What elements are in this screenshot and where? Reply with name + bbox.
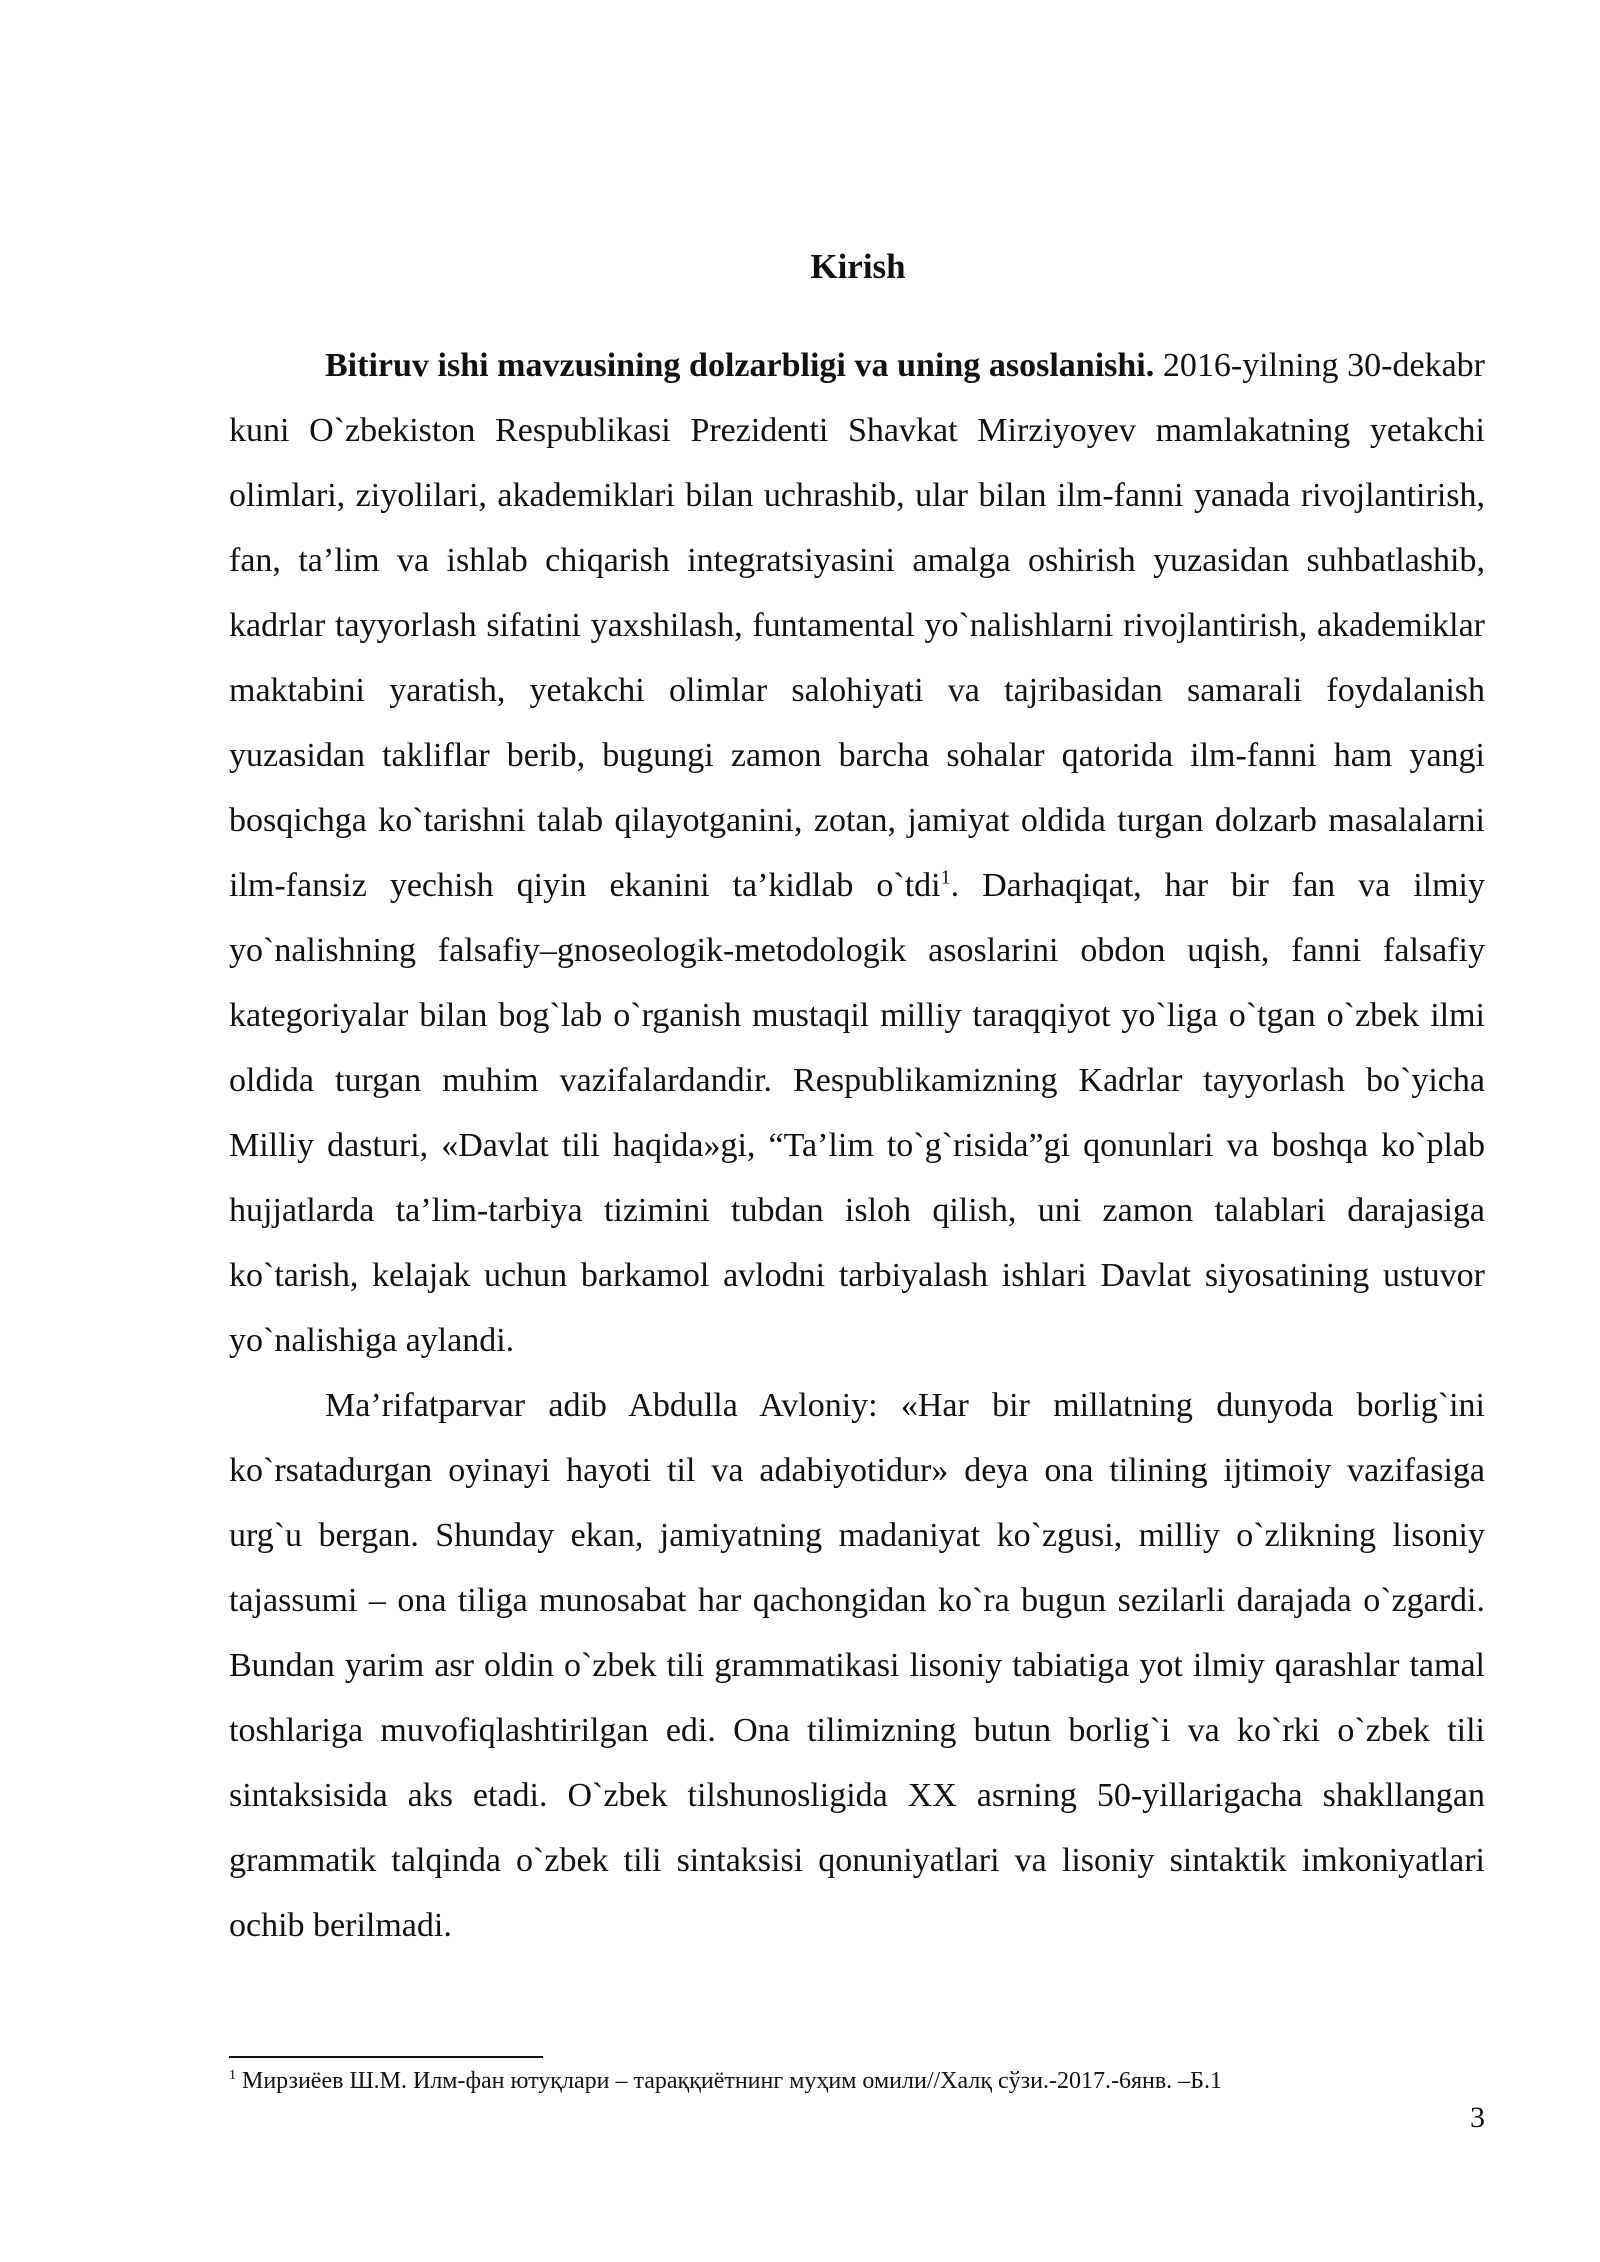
paragraph-1-lead: Bitiruv ishi mavzusining dolzarbligi va uning asoslanishi. xyxy=(325,347,1155,384)
footnote-marker: 1 xyxy=(229,2068,236,2083)
paragraph-1-text-a: 2016-yilning 30-dekabr kuni O`zbekiston Respublikasi Prezidenti Shavkat Mirziyoyev mamlakatning yetakchi olimlari, ziyolilari, akademiklari bilan uchrashib, ular bilan ilm-fanni yanada rivojlantirish, fan, ta’lim va ishlab chiqarish integratsiyasini amalga oshirish yuzasidan suhbatlashib, kadrlar tayyorlash sifatini yaxshilash, funtamental yo`nalishlarni rivojlantirish, akademiklar maktabini yaratish, yetakchi olimlar salohiyati va tajribasidan samarali foydalanish yuzasidan takliflar berib, bugungi zamon barcha sohalar qatorida ilm-fanni ham yangi bosqichga ko`tarishni talab qilayotganini, zotan, jamiyat oldida turgan dolzarb masalalarni ilm-fansiz yechish qiyin ekanini ta’kidlab o`tdi xyxy=(229,347,1485,904)
page-title: Kirish xyxy=(810,247,906,286)
paragraph-1-text-b: . Darhaqiqat, har bir fan va ilmiy yo`nalishning falsafiy–gnoseologik-metodologik asoslarini obdon uqish, fanni falsafiy kategoriyalar bilan bog`lab o`rganish mustaqil milliy taraqqiyot yo`liga o`tgan o`zbek ilmi oldida turgan muhim vazifalardandir. Respublikamizning Kadrlar tayyorlash bo`yicha Milliy dasturi, «Davlat tili haqida»gi, “Ta’lim to`g`risida”gi qonunlari va boshqa ko`plab hujjatlarda ta’lim-tarbiya tizimini tubdan isloh qilish, uni zamon talablari darajasiga ko`tarish, kelajak uchun barkamol avlodni tarbiyalash ishlari Davlat siyosatining ustuvor yo`nalishiga aylandi. xyxy=(229,867,1486,1359)
footnote xyxy=(229,2064,1485,2098)
page-number: 3 xyxy=(1470,2101,1485,2134)
footnote-reference[interactable]: 1 xyxy=(940,866,951,889)
footnote-separator xyxy=(229,2056,543,2058)
paragraph-2: Ma’rifatparvar adib Abdulla Avloniy: «Har bir millatning dunyoda borlig`ini ko`rsatadurgan oyinayi hayoti til va adabiyotidur» deya ona tilining ijtimoiy vazifasiga urg`u bergan. Shunday ekan, jamiyatning madaniyat ko`zgusi, milliy o`zlikning lisoniy tajassumi – ona tiliga munosabat har qachongidan ko`ra bugun sezilarli darajada o`zgardi. Bundan yarim asr oldin o`zbek tili grammatikasi lisoniy tabiatiga yot ilmiy qarashlar tamal toshlariga muvofiqlashtirilgan edi. Ona tilimizning butun borlig`i va ko`rki o`zbek tili sintaksisida aks etadi. O`zbek tilshunosligida XX asrning 50-yillarigacha shakllangan grammatik talqinda o`zbek tili sintaksisi qonuniyatlari va lisoniy sintaktik imkoniyatlari ochib berilmadi. xyxy=(229,1387,1485,1944)
footnote-text: Мирзиёев Ш.М. Илм-фан ютуқлари – тараққиётнинг муҳим омили//Халқ сўзи.-2017.-6янв. –Б.1 xyxy=(236,2068,1222,2094)
paragraph-1 xyxy=(229,333,1485,1373)
body-text xyxy=(229,333,1485,1958)
